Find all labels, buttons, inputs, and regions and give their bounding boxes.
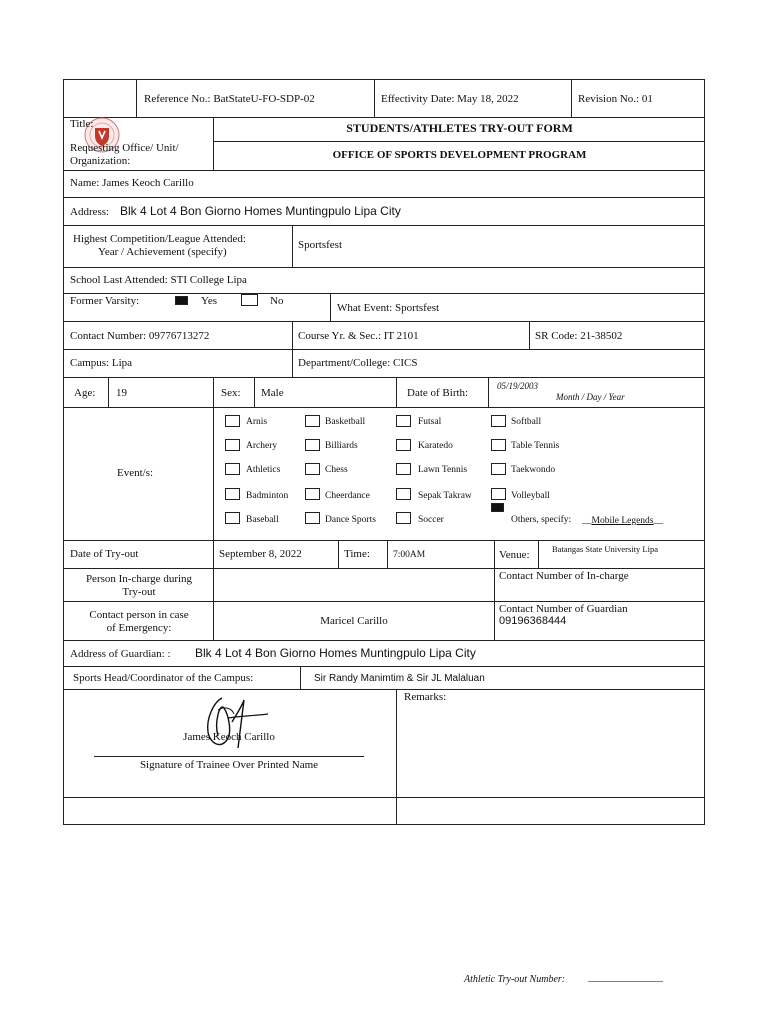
address-value: Blk 4 Lot 4 Bon Giorno Homes Muntingpulo Lipa City <box>120 204 401 218</box>
emergency-person: Maricel Carillo <box>320 615 388 627</box>
title-label: Title: <box>70 118 94 130</box>
event-checkbox-volleyball[interactable] <box>491 488 506 500</box>
col-rule <box>213 407 214 541</box>
dob-value: 05/19/2003 <box>497 381 539 391</box>
rule <box>63 640 705 641</box>
school-last-attended: School Last Attended: STI College Lipa <box>70 274 247 286</box>
sports-head-value: Sir Randy Manimtim & Sir JL Malaluan <box>314 673 485 684</box>
varsity-yes-checkbox[interactable] <box>175 296 188 305</box>
col-rule <box>330 293 331 322</box>
event-checkbox-badminton[interactable] <box>225 488 240 500</box>
col-rule <box>338 540 339 569</box>
signature-line <box>94 756 364 757</box>
office-label-line2: Organization: <box>70 155 131 167</box>
varsity-no-label: No <box>270 295 284 307</box>
guardian-address-label: Address of Guardian: : <box>70 648 171 660</box>
event-checkbox-karatedo[interactable] <box>396 439 411 451</box>
rule <box>63 377 705 378</box>
col-rule <box>254 377 255 408</box>
competition-label-line1: Highest Competition/League Attended: <box>73 233 246 245</box>
contact-number: Contact Number: 09776713272 <box>70 330 210 342</box>
campus: Campus: Lipa <box>70 357 133 369</box>
tryout-date-label: Date of Try-out <box>70 548 139 560</box>
guardian-address-value: Blk 4 Lot 4 Bon Giorno Homes Muntingpulo Lipa City <box>195 646 476 660</box>
competition-value: Sportsfest <box>298 239 342 251</box>
event-label-athletics: Athletics <box>246 465 281 475</box>
office-name: OFFICE OF SPORTS DEVELOPMENT PROGRAM <box>332 149 587 161</box>
effectivity-date: Effectivity Date: May 18, 2022 <box>381 93 519 105</box>
event-checkbox-table-tennis[interactable] <box>491 439 506 451</box>
office-label-line1: Requesting Office/ Unit/ <box>70 142 179 154</box>
sports-head-label: Sports Head/Coordinator of the Campus: <box>73 672 254 684</box>
col-rule <box>494 540 495 641</box>
event-label-baseball: Baseball <box>246 515 279 525</box>
form-border-left <box>63 79 64 825</box>
varsity-yes-label: Yes <box>201 295 218 307</box>
col-rule <box>300 666 301 690</box>
event-label-others-specify: Others, specify: <box>511 515 572 525</box>
sex-label: Sex: <box>221 387 241 399</box>
age-value: 19 <box>116 387 127 399</box>
tryout-date-value: September 8, 2022 <box>219 548 302 560</box>
competition-label-line2: Year / Achievement (specify) <box>98 246 227 258</box>
address-label: Address: <box>70 206 110 218</box>
col-rule <box>387 540 388 569</box>
rule <box>63 267 705 268</box>
tryout-number-blank[interactable]: _______________ <box>588 972 663 983</box>
event-label-lawn-tennis: Lawn Tennis <box>418 465 468 475</box>
trainee-name: Name: James Keoch Carillo <box>70 177 194 189</box>
event-label-basketball: Basketball <box>325 417 366 427</box>
sex-value: Male <box>261 387 284 399</box>
others-value: Mobile Legends <box>591 516 654 526</box>
event-label-billiards: Billiards <box>325 441 358 451</box>
col-rule <box>374 79 375 118</box>
others-specify-value: __Mobile Legends__ <box>582 516 664 526</box>
event-label-arnis: Arnis <box>246 417 268 427</box>
rule <box>63 170 705 171</box>
col-rule <box>292 225 293 268</box>
guardian-contact-label: Contact Number of Guardian <box>499 603 628 615</box>
time-value: 7:00AM <box>393 550 426 560</box>
event-label-archery: Archery <box>246 441 278 451</box>
remarks-label: Remarks: <box>404 691 447 703</box>
course-year-section: Course Yr. & Sec.: IT 2101 <box>298 330 419 342</box>
rule <box>63 666 705 667</box>
event-label-badminton: Badminton <box>246 491 289 501</box>
department-college: Department/College: CICS <box>298 357 418 369</box>
event-label-volleyball: Volleyball <box>511 491 550 501</box>
event-checkbox-athletics[interactable] <box>225 463 240 475</box>
col-rule <box>292 321 293 378</box>
rule <box>63 117 705 118</box>
event-checkbox-taekwondo[interactable] <box>491 463 506 475</box>
revision-number: Revision No.: 01 <box>578 93 653 105</box>
rule <box>63 321 705 322</box>
tryout-number-label: Athletic Try-out Number: <box>464 974 566 985</box>
col-rule <box>529 321 530 350</box>
event-checkbox-dance-sports[interactable] <box>305 512 320 524</box>
rule <box>63 568 705 569</box>
dob-label: Date of Birth: <box>407 387 469 399</box>
dob-format-hint: Month / Day / Year <box>556 392 625 402</box>
col-rule <box>488 377 489 408</box>
rule <box>213 141 705 142</box>
col-rule <box>108 377 109 408</box>
col-rule <box>538 540 539 569</box>
rule <box>63 197 705 198</box>
event-checkbox-chess[interactable] <box>305 463 320 475</box>
col-rule <box>136 79 137 118</box>
event-label-karatedo: Karatedo <box>418 441 453 451</box>
rule <box>63 225 705 226</box>
rule <box>63 349 705 350</box>
varsity-label: Former Varsity: <box>70 295 140 307</box>
emergency-label-line2: of Emergency: <box>106 622 172 634</box>
col-rule <box>396 377 397 408</box>
sr-code: SR Code: 21-38502 <box>535 330 623 342</box>
event-checkbox-baseball[interactable] <box>225 512 240 524</box>
incharge-label-line2: Try-out <box>122 586 156 598</box>
emergency-label-line1: Contact person in case <box>89 609 189 621</box>
event-label-soccer: Soccer <box>418 515 444 525</box>
rule <box>63 689 705 690</box>
event-checkbox-softball[interactable] <box>491 415 506 427</box>
incharge-label-line1: Person In-charge during <box>85 573 193 585</box>
event-checkbox-others-specify[interactable] <box>491 503 504 512</box>
event-checkbox-basketball[interactable] <box>305 415 320 427</box>
rule <box>63 797 705 798</box>
incharge-contact-label: Contact Number of In-charge <box>499 570 629 582</box>
col-rule <box>571 79 572 118</box>
trainee-printed-name: James Keoch Carillo <box>183 731 275 743</box>
col-rule <box>213 377 214 408</box>
rule <box>63 540 705 541</box>
rule <box>63 293 705 294</box>
varsity-what-event: What Event: Sportsfest <box>337 302 440 314</box>
form-border-top <box>63 79 705 80</box>
col-rule <box>396 689 397 825</box>
rule <box>63 407 705 408</box>
event-label-cheerdance: Cheerdance <box>325 491 370 501</box>
venue-label: Venue: <box>499 549 530 561</box>
venue-value: Batangas State University Lipa <box>552 544 658 554</box>
varsity-no-checkbox[interactable] <box>241 294 258 306</box>
event-label-table-tennis: Table Tennis <box>511 441 560 451</box>
signature-caption: Signature of Trainee Over Printed Name <box>139 759 319 771</box>
event-checkbox-archery[interactable] <box>225 439 240 451</box>
event-checkbox-arnis[interactable] <box>225 415 240 427</box>
event-label-chess: Chess <box>325 465 348 475</box>
event-checkbox-cheerdance[interactable] <box>305 488 320 500</box>
event-label-sepak-takraw: Sepak Takraw <box>418 491 472 501</box>
guardian-contact-value: 09196368444 <box>499 615 567 627</box>
form-border-right <box>704 79 705 825</box>
event-label-taekwondo: Taekwondo <box>511 465 556 475</box>
reference-number: Reference No.: BatStateU-FO-SDP-02 <box>144 93 315 105</box>
event-label-softball: Softball <box>511 417 542 427</box>
form-border-bottom <box>63 824 705 825</box>
event-checkbox-lawn-tennis[interactable] <box>396 463 411 475</box>
age-label: Age: <box>74 387 96 399</box>
form-title: STUDENTS/ATHLETES TRY-OUT FORM <box>346 121 573 135</box>
time-label: Time: <box>344 548 370 560</box>
rule <box>63 601 705 602</box>
event-checkbox-soccer[interactable] <box>396 512 411 524</box>
event-checkbox-futsal[interactable] <box>396 415 411 427</box>
event-label-dance-sports: Dance Sports <box>325 515 376 525</box>
events-label: Event/s: <box>117 467 154 479</box>
handwritten-signature <box>188 692 278 757</box>
event-label-futsal: Futsal <box>418 417 442 427</box>
event-checkbox-sepak-takraw[interactable] <box>396 488 411 500</box>
event-checkbox-billiards[interactable] <box>305 439 320 451</box>
